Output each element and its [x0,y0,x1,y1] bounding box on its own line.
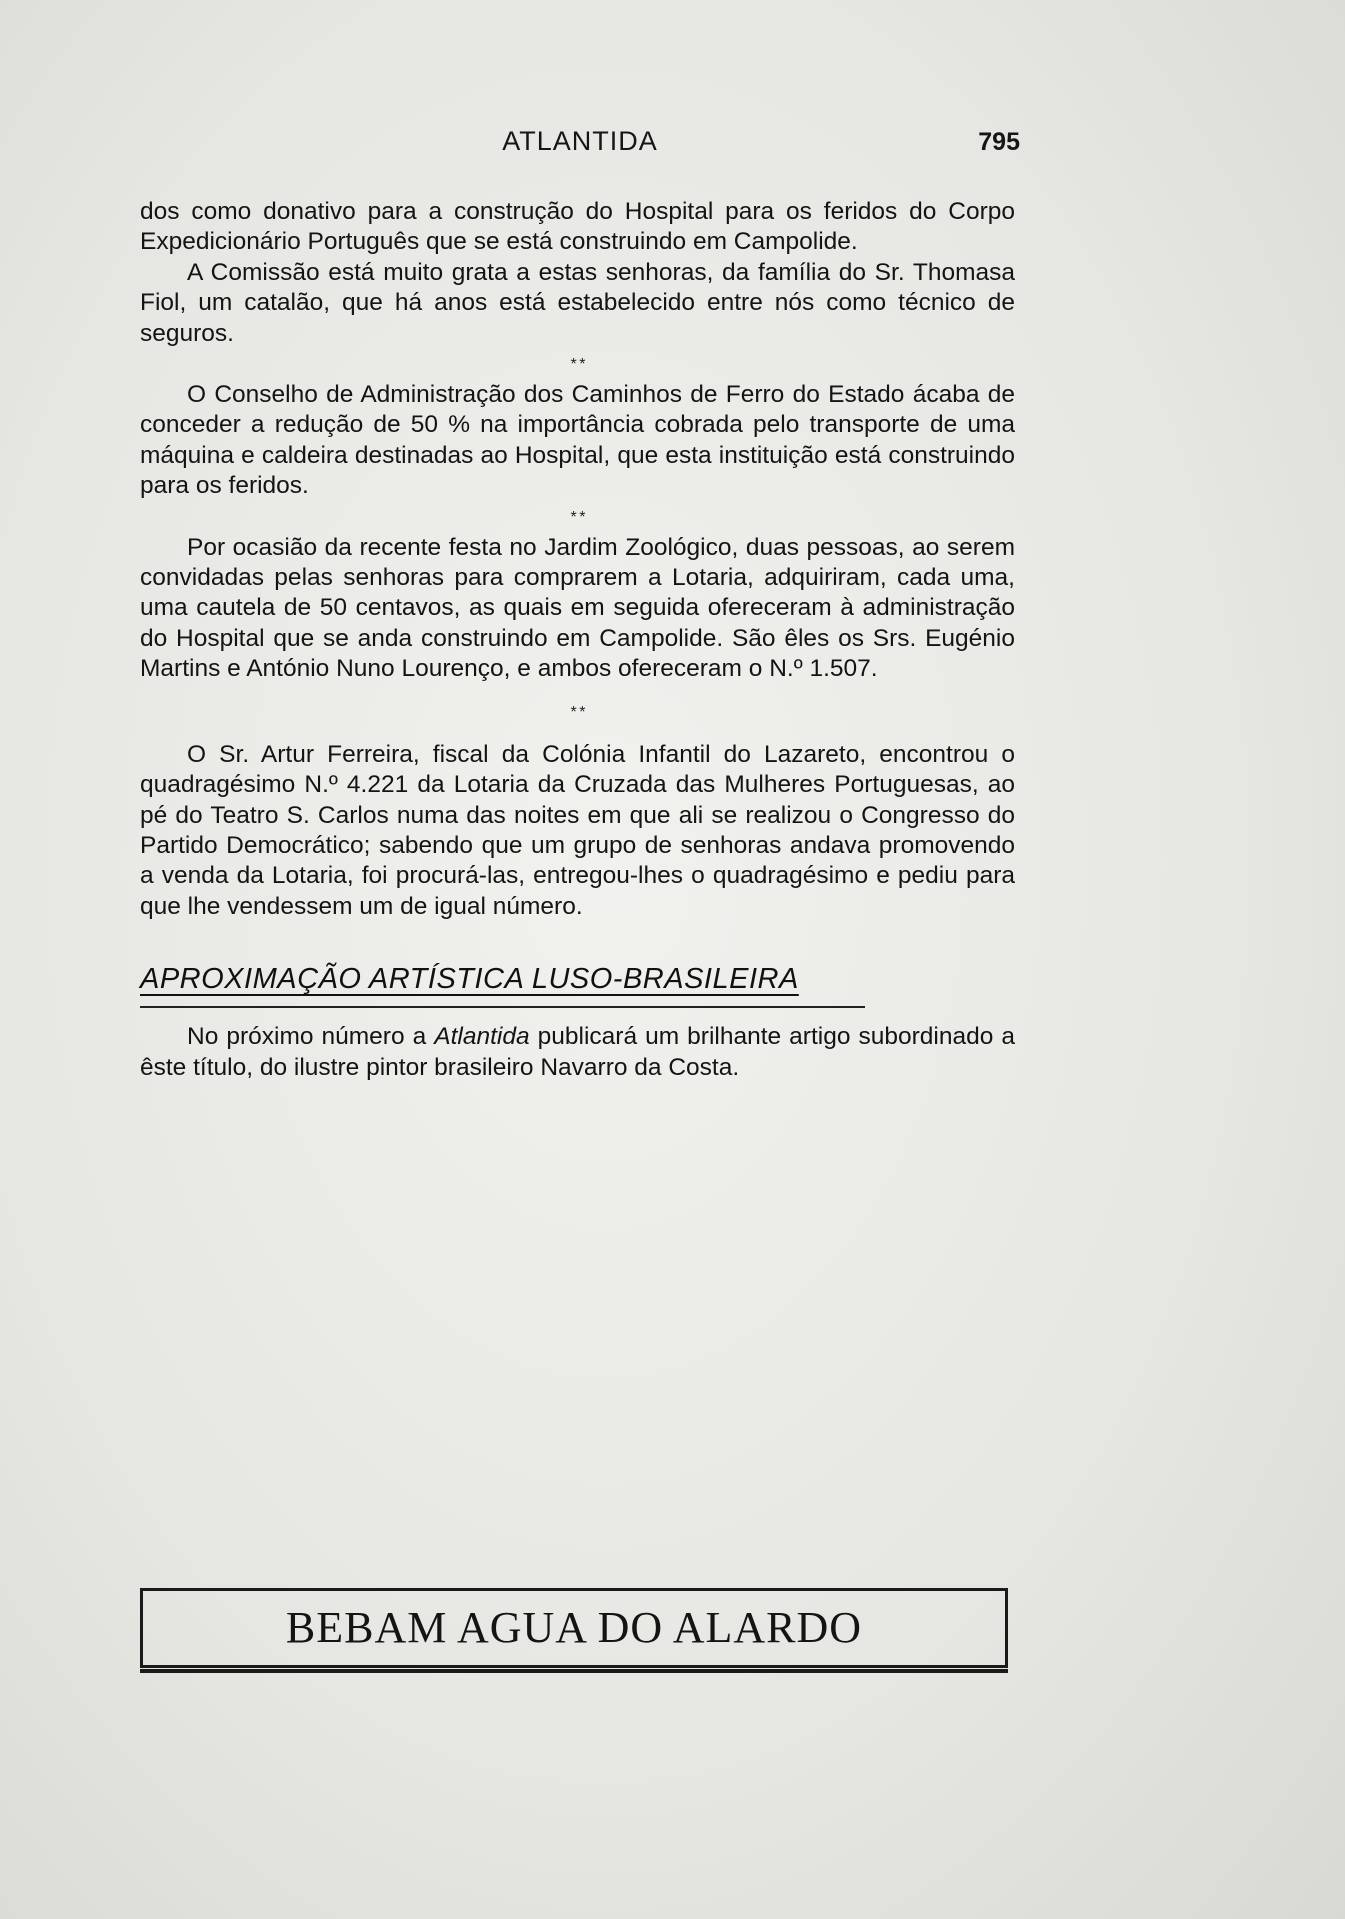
article-body [140,197,1015,1083]
running-header [140,126,1020,166]
asterism-bottom: * * [570,356,585,374]
page-number: 795 [978,128,1020,156]
advertisement-box [140,1588,1008,1668]
paragraph-3: O Conselho de Administração dos Caminhos de Ferro do Estado ácaba de conceder a redução de 50 % na importância cobrada pelo transporte de uma máquina e caldeira destinadas ao Hospital, que esta instituição está construindo para os feridos. [140,381,1015,500]
asterism-separator [140,697,1015,728]
paragraph-1: dos como donativo para a construção do Hospital para os feridos do Corpo Expedicionário Português que se está construindo em Campolide. [140,198,1015,256]
section-heading: APROXIMAÇÃO ARTÍSTICA LUSO-BRASILEIRA [140,963,799,996]
running-title: ATLANTIDA [502,126,658,156]
paragraph-5: O Sr. Artur Ferreira, fiscal da Colónia Infantil do Lazareto, encontrou o quadragésimo N.º 4.221 da Lotaria da Cruzada das Mulheres Portuguesas, ao pé do Teatro S. Carlos numa das noites em que ali se realizou o Congresso do Partido Democrático; sabendo que um grupo de senhoras andava promovendo a venda da Lotaria, foi procurá-las, entregou-lhes o quadragésimo e pediu para que lhe vendessem um de igual número. [140,740,1015,920]
asterism-bottom: * * [570,703,585,721]
section-text-before: No próximo número a [187,1023,427,1051]
section-text-after: publicará um brilhante artigo subordinado a êste título, do ilustre pintor brasileiro Navarro da Costa. [140,1023,1015,1081]
heading-rule [140,1006,865,1008]
advertisement-text: BEBAM AGUA DO ALARDO [285,1603,863,1652]
asterism-separator [140,502,1015,533]
asterism-separator [140,349,1015,380]
paragraph-2: A Comissão está muito grata a estas senhoras, da família do Sr. Thomasa Fiol, um catalão, que há anos está estabelecido entre nós como técnico de seguros. [140,258,1015,347]
asterism-bottom: * * [570,508,585,526]
paragraph-4: Por ocasião da recente festa no Jardim Zoológico, duas pessoas, ao serem convidadas pelas senhoras para comprarem a Lotaria, adquiriram, cada uma, uma cautela de 50 centavos, as quais em seguida ofereceram à administração do Hospital que se anda construindo em Campolide. São êles os Srs. Eugénio Martins e António Nuno Lourenço, e ambos ofereceram o N.º 1.507. [140,533,1015,683]
magazine-name: Atlantida [434,1023,530,1051]
section-paragraph [140,1022,1015,1083]
